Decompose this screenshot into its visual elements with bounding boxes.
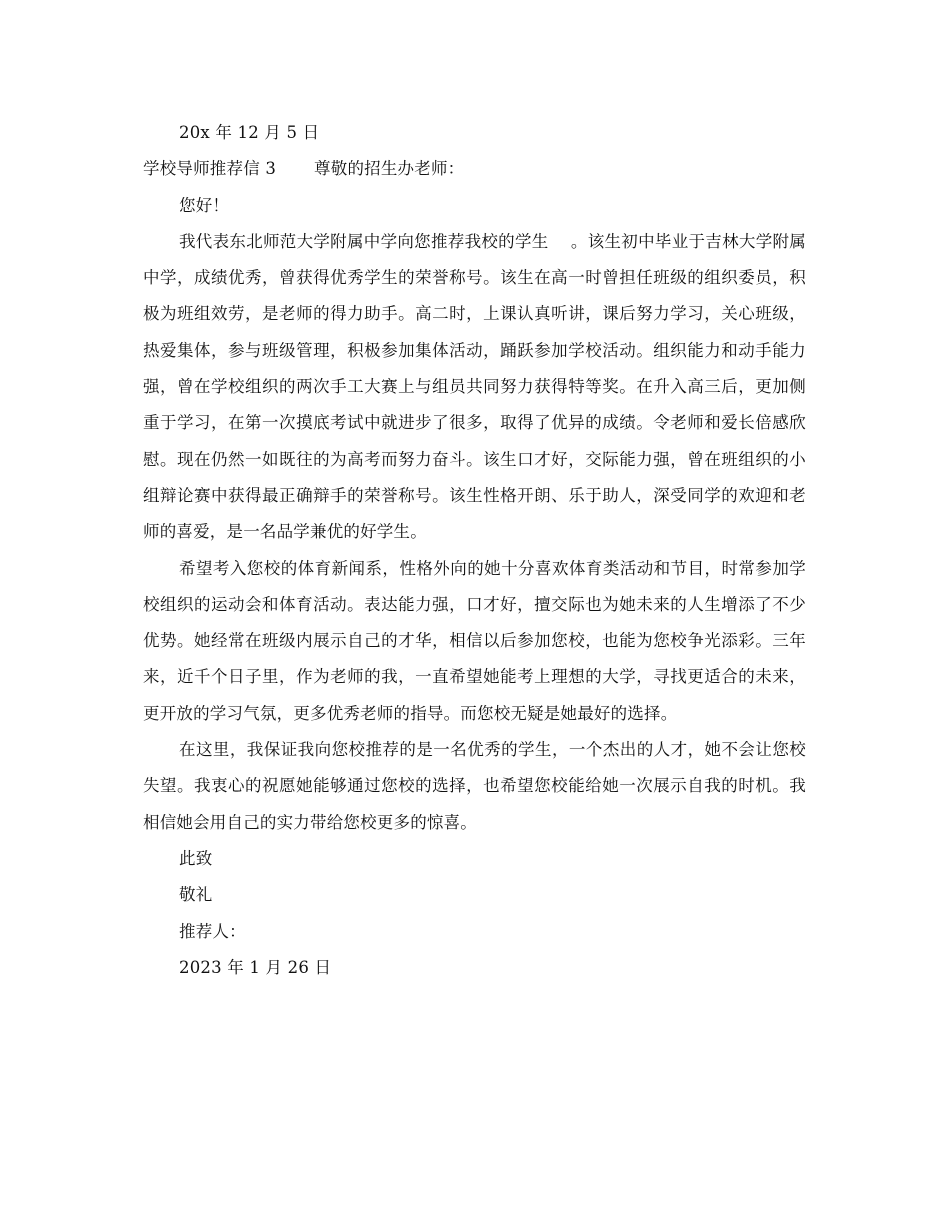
closing-line-1: 此致 (179, 848, 213, 868)
letter-date: 2023 年 1 月 26 日 (179, 957, 332, 977)
paragraph-2: 希望考入您校的体育新闻系，性格外向的她十分喜欢体育类活动和节目，时常参加学校组织的运动会和体育活动。表达能力强，口才好，擅交际也为她未来的人生增添了不少优势。她经常在班级内展示自己的才华，相信以后参加您校，也能为您校争光添彩。三年来，近千个日子里，作为老师的我，一直希望她能考上理想的大学，寻找更适合的未来，更开放的学习气氛，更多优秀老师的指导。而您校无疑是她最好的选择。 (143, 558, 806, 723)
paragraph-1: 我代表东北师范大学附属中学向您推荐我校的学生 。该生初中毕业于吉林大学附属中学，成绩优秀，曾获得优秀学生的荣誉称号。该生在高一时曾担任班级的组织委员，积极为班组效劳，是老师的得力助手。高二时，上课认真听讲，课后努力学习，关心班级，热爱集体，参与班级管理，积极参加集体活动，踊跃参加学校活动。组织能力和动手能力强，曾在学校组织的两次手工大赛上与组员共同努力获得特等奖。在升入高三后，更加侧重于学习，在第一次摸底考试中就进步了很多，取得了优异的成绩。令老师和爱长倍感欣慰。现在仍然一如既往的为高考而努力奋斗。该生口才好，交际能力强，曾在班组织的小组辩论赛中获得最正确辩手的荣誉称号。该生性格开朗、乐于助人，深受同学的欢迎和老师的喜爱，是一名品学兼优的好学生。 (143, 231, 806, 542)
letter-body (143, 115, 806, 986)
previous-letter-date: 20x 年 12 月 5 日 (179, 123, 320, 142)
recommender-label: 推荐人： (179, 921, 246, 941)
greeting: 您好！ (179, 195, 230, 215)
closing-line-2: 敬礼 (179, 885, 213, 905)
letter-title: 学校导师推荐信 3 (143, 159, 277, 179)
letter-heading-line (143, 151, 806, 187)
salutation: 尊敬的招生办老师： (314, 159, 465, 179)
paragraph-3: 在这里，我保证我向您校推荐的是一名优秀的学生，一个杰出的人才，她不会让您校失望。我衷心的祝愿她能够通过您校的选择，也希望您校能给她一次展示自我的时机。我相信她会用自己的实力带给您校更多的惊喜。 (143, 740, 806, 832)
